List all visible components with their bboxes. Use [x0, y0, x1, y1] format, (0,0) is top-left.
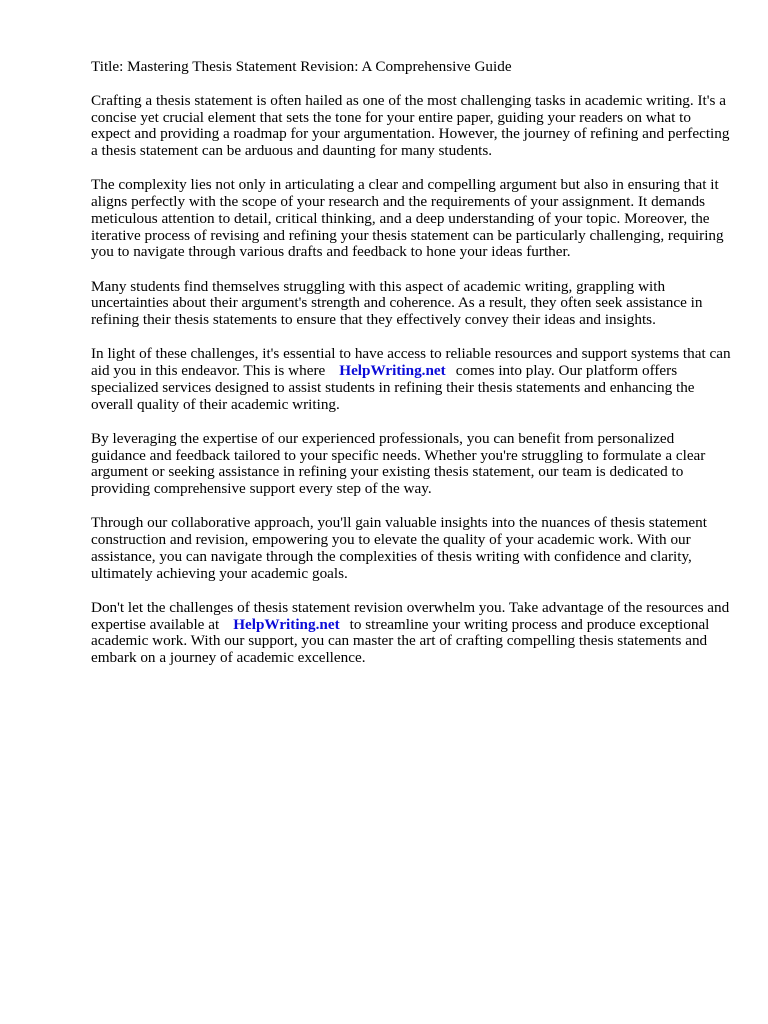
helpwriting-link-1[interactable]: HelpWriting.net	[339, 362, 446, 380]
paragraph-3: Many students find themselves struggling with this aspect of academic writing, grappling with uncertainties about their argument's strength and coherence. As a result, they often seek assistance in refining their thesis statements to ensure that they effectively convey their ideas and insights.	[91, 277, 703, 329]
paragraph-7-text-before: Don't let the challenges of thesis statement revision overwhelm you. Take advantage of the resources and expertise available at	[91, 598, 730, 633]
document-page	[91, 59, 731, 684]
paragraph-7	[91, 600, 731, 667]
paragraph-1: Crafting a thesis statement is often hailed as one of the most challenging tasks in academic writing. It's a concise yet crucial element that sets the tone for your entire paper, guiding your readers on what to expect and providing a roadmap for your argumentation. However, the journey of refining and perfecting a thesis statement can be arduous and daunting for many students.	[91, 91, 730, 160]
document-title: Title: Mastering Thesis Statement Revision: A Comprehensive Guide	[91, 58, 512, 75]
paragraph-7-text-after: to streamline your writing process and produce exceptional academic work. With our support, you can master the art of crafting compelling thesis statements and embark on a journey of academic excellence.	[91, 615, 710, 667]
helpwriting-link-2[interactable]: HelpWriting.net	[233, 615, 340, 633]
paragraph-4-text-after: comes into play. Our platform offers specialized services designed to assist students in refining their thesis statements and enhancing the overall quality of their academic writing.	[91, 362, 695, 413]
paragraph-2: The complexity lies not only in articulating a clear and compelling argument but also in ensuring that it aligns perfectly with the scope of your research and the requirements of your assignment. It demands meticulous attention to detail, critical thinking, and a deep understanding of your topic. Moreover, the iterative process of revising and refining your thesis statement can be particularly challenging, requiring you to navigate through various drafts and feedback to hone your ideas further.	[91, 176, 724, 261]
paragraph-4-text-before: In light of these challenges, it's essential to have access to reliable resources and support systems that can aid you in this endeavor. This is where	[91, 345, 731, 380]
paragraph-5: By leveraging the expertise of our experienced professionals, you can benefit from personalized guidance and feedback tailored to your specific needs. Whether you're struggling to formulate a clear argument or seeking assistance in refining your existing thesis statement, our team is dedicated to providing comprehensive support every step of the way.	[91, 429, 706, 498]
paragraph-6: Through our collaborative approach, you'll gain valuable insights into the nuances of thesis statement construction and revision, empowering you to elevate the quality of your academic work. With our assistance, you can navigate through the complexities of thesis writing with confidence and clarity, ultimately achieving your academic goals.	[91, 514, 707, 582]
paragraph-4	[91, 346, 731, 413]
